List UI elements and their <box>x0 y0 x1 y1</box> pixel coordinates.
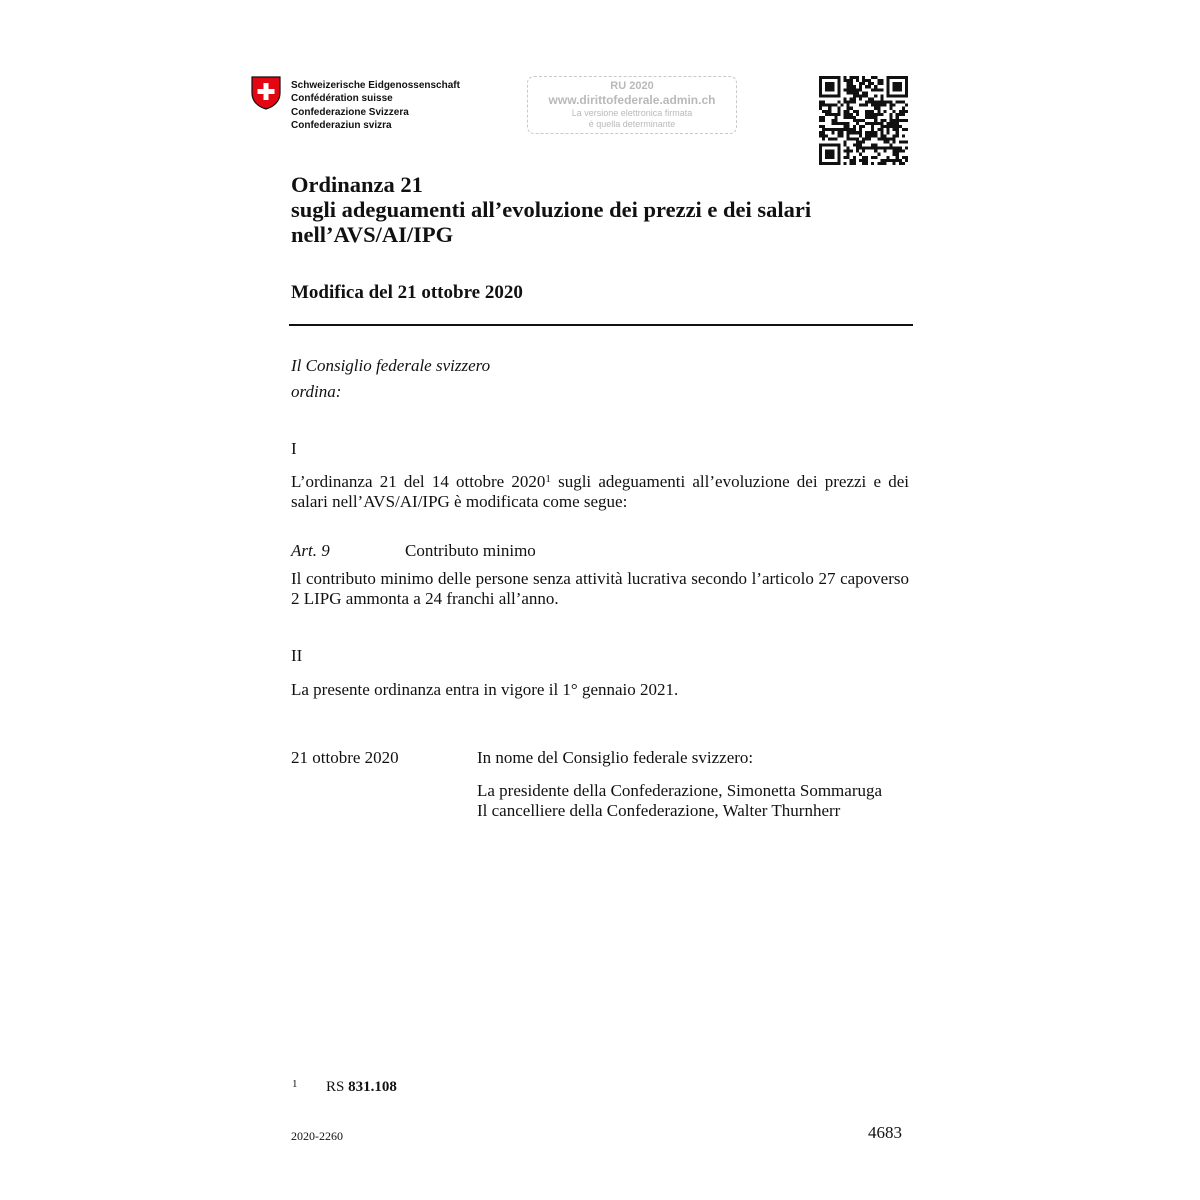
signature-president: La presidente della Confederazione, Simonetta Sommaruga <box>477 781 883 800</box>
section-1-text-before: L’ordinanza 21 del 14 ottobre 2020 <box>291 472 546 491</box>
title-line-3: nell’AVS/AI/IPG <box>291 222 454 247</box>
section-2-text: La presente ordinanza entra in vigore il 1° gennaio 2021. <box>291 680 679 699</box>
title-line-1: Ordinanza 21 <box>291 172 423 197</box>
signature-date: 21 ottobre 2020 <box>291 748 399 767</box>
page-number: 4683 <box>868 1123 902 1142</box>
footnote-ref: 831.108 <box>348 1079 397 1095</box>
swiss-coat-of-arms-icon <box>251 76 281 110</box>
section-1-text <box>291 472 909 512</box>
admin-name-rm: Confederaziun svizra <box>291 120 392 132</box>
section-numeral-2: II <box>291 646 303 665</box>
admin-name-fr: Confédération suisse <box>291 93 393 105</box>
document-title <box>291 172 931 247</box>
document-number: 2020-2260 <box>291 1129 343 1143</box>
signature-intro: In nome del Consiglio federale svizzero: <box>477 748 754 767</box>
stamp-collection: RU 2020 <box>610 80 654 92</box>
title-line-2: sugli adeguamenti all’evoluzione dei prezzi e dei salari <box>291 197 812 222</box>
section-1-text-after: sugli adeguamenti all’evoluzione dei prezzi e dei salari nell’AVS/AI/IPG è modificata come segue: <box>291 472 909 511</box>
footnote-text <box>326 1079 397 1096</box>
article-title: Contributo minimo <box>405 541 536 560</box>
signature-chancellor: Il cancelliere della Confederazione, Walter Thurnherr <box>477 801 841 820</box>
article-text: Il contributo minimo delle persone senza attività lucrativa secondo l’articolo 27 capoverso 2 LIPG ammonta a 24 franchi all’anno. <box>291 569 909 608</box>
amendment-date: Modifica del 21 ottobre 2020 <box>291 282 523 303</box>
preamble-decrees: ordina: <box>291 382 342 401</box>
stamp-website: www.dirittofederale.admin.ch <box>548 93 716 107</box>
publication-stamp <box>527 76 737 134</box>
footnote-reference[interactable]: 1 <box>545 473 551 485</box>
footnote-prefix: RS <box>326 1079 349 1095</box>
admin-name-de: Schweizerische Eidgenossenschaft <box>291 80 460 91</box>
article-number: Art. 9 <box>291 541 330 560</box>
admin-name-it: Confederazione Svizzera <box>291 106 409 118</box>
preamble-council: Il Consiglio federale svizzero <box>291 356 491 375</box>
qr-code-icon <box>819 76 908 165</box>
administration-names <box>291 79 460 133</box>
section-numeral-1: I <box>291 439 297 458</box>
stamp-note-1: La versione elettronica firmata <box>571 108 693 118</box>
title-divider <box>289 324 913 326</box>
footnote-number: 1 <box>292 1078 298 1090</box>
stamp-note-2: è quella determinante <box>588 119 676 129</box>
